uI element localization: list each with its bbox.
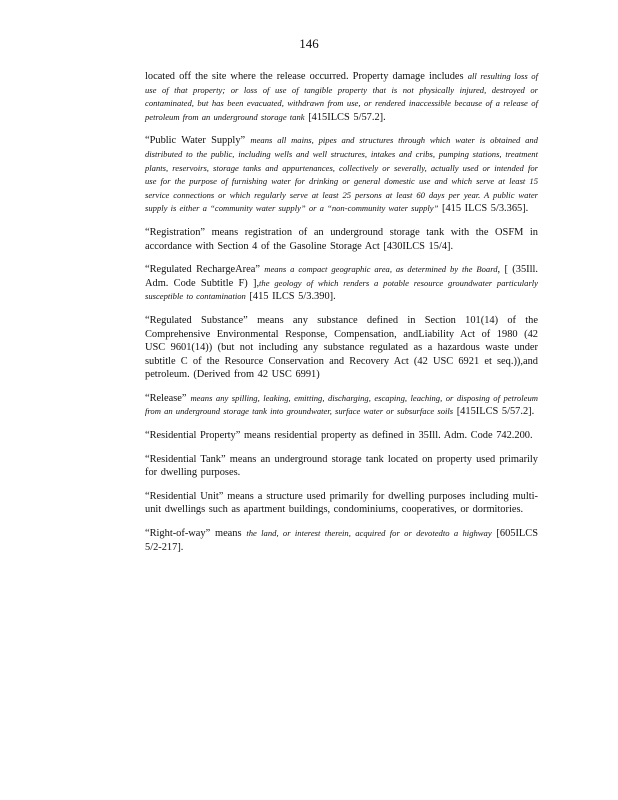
definitions-body [145, 70, 538, 564]
definition-text: [415ILCS 5/57.2]. [453, 406, 535, 418]
definition-text: “Right-of-way” means [145, 528, 247, 540]
statutory-quote-text: means any spilling, leaking, emitting, discharging, escaping, leaching, or disposing of petroleum from an underground storage tank into groundwater, surface water or subsurface soils [145, 392, 538, 417]
definition-residential-tank [145, 453, 538, 480]
definition-text: located off the site where the release occurred. Property damage includes [145, 71, 468, 82]
definition-residential-property [145, 429, 538, 443]
definition-text: “Residential Unit” means a structure used primarily for dwelling purposes including multi-unit dwellings such as apartment buildings, condominiums, cooperatives, or dormitories. [145, 490, 538, 516]
statutory-quote-text: the land, or interest therein, acquired for or devotedto a highway [246, 528, 492, 539]
definition-text: “Release” [145, 392, 191, 404]
definition-release [145, 392, 538, 419]
definition-text: “Regulated RechargeArea” [145, 264, 265, 276]
page-number: 146 [299, 36, 319, 51]
definition-public-water-supply [145, 134, 538, 216]
statutory-quote-text: the geology of which renders a potable resource groundwater particularly susceptible to contamination [145, 277, 538, 302]
statutory-quote-text: all resulting loss of use of that property; or loss of use of tangible property that is not physically injured, destroyed or contaminated, but has been evacuated, withdrawn from use, or rendered inaccessible because of a release of petroleum from an underground storage tank [145, 71, 538, 122]
definition-text: [415 ILCS 5/3.365]. [438, 203, 529, 215]
definition-text: [605ILCS 5/2-217]. [145, 528, 538, 553]
definition-text: [415 ILCS 5/3.390]. [245, 291, 336, 303]
definition-regulated-recharge-area [145, 263, 538, 304]
definition-right-of-way [145, 527, 538, 554]
definition-regulated-substance [145, 314, 538, 382]
definition-text: “Public Water Supply” [145, 135, 251, 147]
definition-text: “Residential Tank” means an underground storage tank located on property used primarily for dwelling purposes. [145, 453, 538, 479]
definition-text: , [ (35Ill. Adm. Code Subtitle F) ], [145, 264, 538, 289]
definition-property-damage-cont [145, 70, 538, 124]
definition-text: “Registration” means registration of an underground storage tank with the OSFM in accordance with Section 4 of the Gasoline Storage Act [430ILCS 15/4]. [145, 226, 538, 252]
statutory-quote-text: means a compact geographic area, as determined by the Board [264, 264, 498, 275]
definition-text: “Regulated Substance” means any substance defined in Section 101(14) of the Comprehensive Environmental Response, Compensation, andLiability Act of 1980 (42 USC 9601(14)) (but not including any substance regulated as a hazardous waste under subtitle C of the Resource Conservation and Recovery Act (42 USC 6921 et seq.)),and petroleum. (Derived from 42 USC 6991) [145, 314, 538, 381]
definition-registration [145, 226, 538, 253]
definition-text: “Residential Property” means residential property as defined in 35Ill. Adm. Code 742.200. [145, 430, 533, 442]
definition-text: [415ILCS 5/57.2]. [304, 111, 386, 123]
statutory-quote-text: means all mains, pipes and structures through which water is obtained and distributed to the public, including wells and well structures, intakes and cribs, pumping stations, treatment plants, reservoirs, storage tanks and appurtenances, collectively or severally, actually used or intended for use for the purpose of furnishing water for drinking or general domestic use and which serve at least 15 service connections or which regularly serve at least 25 persons at least 60 days per year. A public water supply is either a “community water supply” or a “non-community water supply” [145, 135, 538, 214]
definition-residential-unit [145, 490, 538, 517]
